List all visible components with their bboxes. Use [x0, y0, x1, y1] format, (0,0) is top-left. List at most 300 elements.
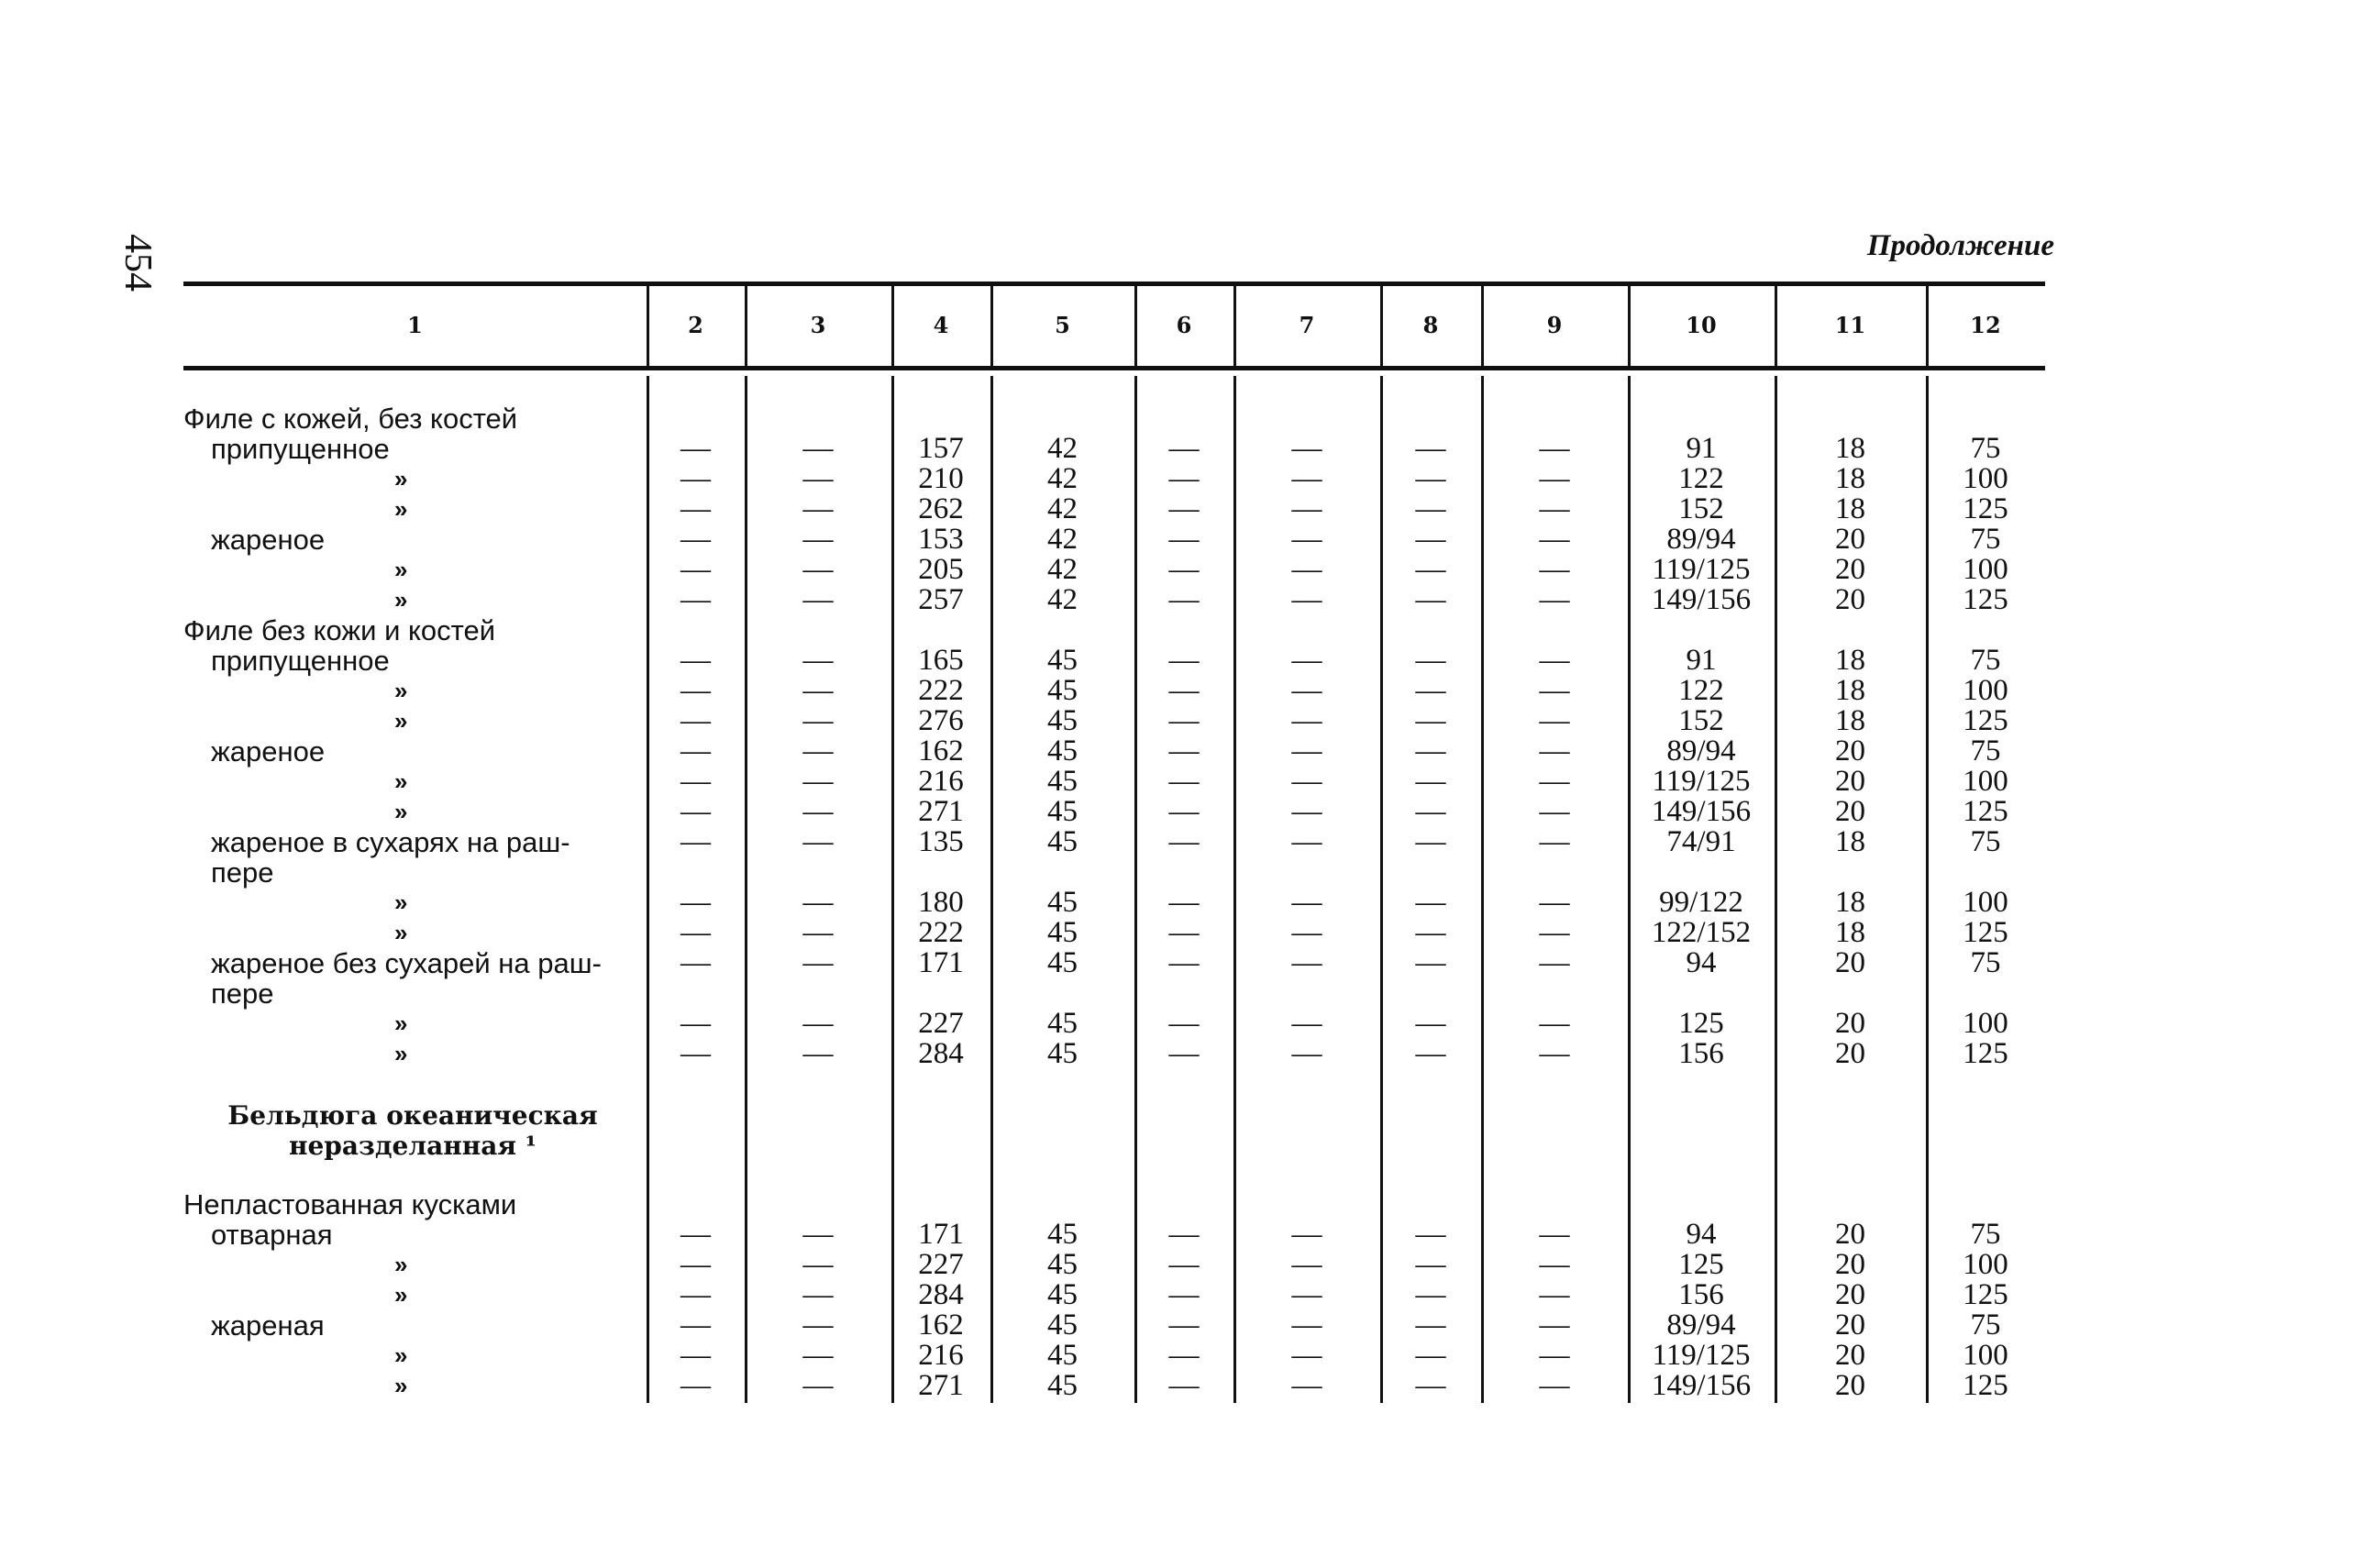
table-row: [0, 918, 2356, 948]
column-header-8: 8: [1422, 312, 1439, 338]
table-cell: —: [802, 462, 834, 495]
table-cell: —: [1291, 644, 1322, 677]
table-cell: —: [1539, 704, 1570, 737]
table-cell: 162: [918, 1309, 964, 1342]
table-cell: 100: [1963, 1248, 2008, 1281]
table-cell: 45: [1047, 1339, 1078, 1372]
table-cell: —: [680, 1007, 711, 1040]
table-cell: 125: [1963, 704, 2008, 737]
table-cell: —: [802, 1007, 834, 1040]
table-cell: —: [1415, 734, 1446, 767]
table-cell: 125: [1963, 916, 2008, 949]
table-cell: —: [1539, 1218, 1570, 1251]
table-row: [0, 434, 2356, 464]
table-cell: —: [1168, 946, 1200, 979]
table-cell: —: [1415, 946, 1446, 979]
table-cell: 149/156: [1651, 795, 1752, 828]
table-cell: —: [680, 432, 711, 465]
table-cell: —: [802, 825, 834, 858]
table-cell: —: [802, 644, 834, 677]
table-cell: —: [1291, 553, 1322, 586]
table-cell: 100: [1963, 765, 2008, 798]
table-cell: —: [1168, 1369, 1200, 1402]
table-cell: 153: [918, 523, 964, 556]
table-cell: —: [1168, 886, 1200, 919]
table-cell: —: [1168, 734, 1200, 767]
table-cell: —: [1291, 946, 1322, 979]
row-label: »: [394, 798, 408, 825]
table-cell: 45: [1047, 795, 1078, 828]
table-cell: —: [1539, 523, 1570, 556]
table-cell: 122: [1678, 674, 1724, 707]
table-cell: —: [1291, 1007, 1322, 1040]
table-cell: 119/125: [1652, 765, 1751, 798]
table-cell: —: [1168, 644, 1200, 677]
table-cell: —: [802, 523, 834, 556]
table-cell: 89/94: [1666, 523, 1736, 556]
table-cell: 271: [918, 795, 964, 828]
table-cell: 20: [1835, 1037, 1865, 1070]
table-cell: —: [1539, 1248, 1570, 1281]
column-header-12: 12: [1970, 312, 2001, 338]
table-cell: —: [802, 583, 834, 616]
row-label: »: [394, 767, 408, 795]
table-cell: —: [680, 1369, 711, 1402]
table-row: [0, 676, 2356, 706]
table-row: [0, 585, 2356, 615]
row-label: жареное: [211, 524, 326, 556]
table-cell: —: [1539, 492, 1570, 525]
table-cell: —: [1539, 1037, 1570, 1070]
column-header-10: 10: [1686, 312, 1717, 338]
row-label: Бельдюга океаническая: [227, 1100, 598, 1131]
table-cell: —: [1539, 553, 1570, 586]
table-row: [0, 1250, 2356, 1280]
table-cell: 45: [1047, 765, 1078, 798]
column-header-4: 4: [933, 312, 949, 338]
table-cell: 20: [1835, 1248, 1865, 1281]
row-label: »: [394, 889, 408, 916]
table-cell: —: [802, 704, 834, 737]
table-cell: —: [1168, 492, 1200, 525]
table-cell: 18: [1835, 886, 1865, 919]
table-cell: 284: [918, 1037, 964, 1070]
table-cell: 45: [1047, 674, 1078, 707]
table-row: [0, 1100, 2356, 1131]
table-cell: —: [1168, 1248, 1200, 1281]
column-header-1: 1: [407, 312, 423, 338]
table-cell: 210: [918, 462, 964, 495]
table-cell: 122/152: [1651, 916, 1752, 949]
table-cell: —: [1415, 1007, 1446, 1040]
row-label: Филе без кожи и костей: [183, 614, 496, 646]
table-cell: 89/94: [1666, 734, 1736, 767]
table-cell: 20: [1835, 583, 1865, 616]
table-cell: 100: [1963, 886, 2008, 919]
table-cell: —: [1168, 523, 1200, 556]
table-cell: 149/156: [1651, 1369, 1752, 1402]
table-cell: 171: [918, 1218, 964, 1251]
table-cell: —: [1415, 553, 1446, 586]
table-cell: —: [802, 795, 834, 828]
table-cell: 45: [1047, 734, 1078, 767]
table-cell: —: [1539, 674, 1570, 707]
row-label: »: [394, 919, 408, 946]
table-cell: —: [1539, 1007, 1570, 1040]
table-cell: —: [1539, 825, 1570, 858]
table-cell: 20: [1835, 1339, 1865, 1372]
table-row: [0, 555, 2356, 585]
table-cell: —: [1291, 1218, 1322, 1251]
table-cell: 222: [918, 916, 964, 949]
table-cell: 156: [1678, 1278, 1724, 1311]
table-cell: —: [1415, 583, 1446, 616]
table-cell: —: [1415, 1037, 1446, 1070]
table-cell: —: [802, 1339, 834, 1372]
table-cell: 165: [918, 644, 964, 677]
table-cell: —: [1168, 1339, 1200, 1372]
table-cell: —: [680, 916, 711, 949]
table-cell: —: [802, 946, 834, 979]
table-cell: 18: [1835, 674, 1865, 707]
table-cell: —: [1168, 1218, 1200, 1251]
table-cell: —: [802, 916, 834, 949]
table-cell: —: [680, 1037, 711, 1070]
row-label: припущенное: [211, 645, 390, 677]
table-cell: —: [1415, 795, 1446, 828]
row-label: Филе с кожей, без костей: [183, 403, 518, 435]
table-cell: 216: [918, 765, 964, 798]
table-cell: 91: [1686, 644, 1717, 677]
table-cell: —: [680, 644, 711, 677]
table-cell: —: [1539, 644, 1570, 677]
table-cell: 125: [1678, 1248, 1724, 1281]
table-cell: —: [680, 523, 711, 556]
table-row: [0, 464, 2356, 494]
table-cell: 152: [1678, 492, 1724, 525]
table-row: [0, 978, 2356, 1009]
table-cell: —: [1291, 674, 1322, 707]
table-cell: —: [1415, 644, 1446, 677]
table-row: [0, 1131, 2356, 1161]
table-cell: 42: [1047, 462, 1078, 495]
table-cell: —: [802, 1369, 834, 1402]
table-cell: 135: [918, 825, 964, 858]
table-row: [0, 888, 2356, 918]
table-cell: —: [1168, 583, 1200, 616]
row-label: жареная: [211, 1309, 325, 1342]
table-cell: —: [1291, 492, 1322, 525]
table-cell: —: [1291, 462, 1322, 495]
table-cell: —: [1539, 946, 1570, 979]
table-cell: —: [680, 946, 711, 979]
table-cell: 18: [1835, 432, 1865, 465]
table-cell: —: [802, 432, 834, 465]
table-cell: —: [680, 1339, 711, 1372]
table-cell: 119/125: [1652, 1339, 1751, 1372]
table-cell: 45: [1047, 1248, 1078, 1281]
column-header-11: 11: [1834, 312, 1866, 338]
table-cell: —: [1415, 492, 1446, 525]
table-cell: —: [1539, 886, 1570, 919]
table-cell: —: [680, 674, 711, 707]
table-cell: —: [1168, 1007, 1200, 1040]
table-cell: —: [680, 583, 711, 616]
table-cell: 125: [1963, 1369, 2008, 1402]
table-cell: 284: [918, 1278, 964, 1311]
table-cell: —: [680, 886, 711, 919]
row-label: »: [394, 1342, 408, 1369]
table-cell: 122: [1678, 462, 1724, 495]
table-cell: —: [1291, 432, 1322, 465]
row-label: »: [394, 707, 408, 734]
table-cell: 42: [1047, 553, 1078, 586]
table-cell: —: [680, 734, 711, 767]
table-cell: 75: [1970, 644, 2001, 677]
table-row: [0, 797, 2356, 827]
table-cell: —: [680, 1278, 711, 1311]
table-cell: —: [802, 886, 834, 919]
table-cell: 45: [1047, 644, 1078, 677]
table-cell: 171: [918, 946, 964, 979]
table-cell: —: [1539, 1369, 1570, 1402]
table-cell: 162: [918, 734, 964, 767]
table-cell: 18: [1835, 462, 1865, 495]
table-cell: —: [1415, 432, 1446, 465]
table-row: [0, 827, 2356, 857]
continuation-label: Продолжение: [1866, 229, 2054, 262]
table-cell: —: [1415, 1218, 1446, 1251]
page-number: 454: [116, 234, 159, 292]
row-label: »: [394, 1372, 408, 1399]
table-cell: —: [1168, 765, 1200, 798]
table-cell: —: [1168, 1309, 1200, 1342]
table-cell: 119/125: [1652, 553, 1751, 586]
table-cell: —: [1415, 523, 1446, 556]
table-cell: —: [1415, 825, 1446, 858]
table-cell: —: [1168, 432, 1200, 465]
table-cell: —: [1539, 583, 1570, 616]
table-cell: 276: [918, 704, 964, 737]
table-cell: 125: [1963, 1037, 2008, 1070]
table-cell: 100: [1963, 1007, 2008, 1040]
table-cell: —: [1415, 1369, 1446, 1402]
table-cell: —: [802, 674, 834, 707]
row-label: »: [394, 1010, 408, 1037]
table-cell: 227: [918, 1248, 964, 1281]
table-row: [0, 1009, 2356, 1039]
table-cell: —: [802, 1309, 834, 1342]
table-cell: 100: [1963, 1339, 2008, 1372]
table-cell: 45: [1047, 825, 1078, 858]
table-row: [0, 1341, 2356, 1371]
table-cell: 42: [1047, 432, 1078, 465]
table-cell: 20: [1835, 523, 1865, 556]
row-label: »: [394, 1281, 408, 1309]
table-cell: —: [1415, 1309, 1446, 1342]
table-cell: 20: [1835, 765, 1865, 798]
table-cell: 125: [1963, 492, 2008, 525]
table-cell: 157: [918, 432, 964, 465]
table-cell: 45: [1047, 916, 1078, 949]
row-label: жареное без сухарей на раш-: [211, 947, 602, 979]
table-cell: —: [680, 765, 711, 798]
table-row: [0, 767, 2356, 797]
table-row: [0, 1371, 2356, 1401]
table-cell: —: [1291, 1309, 1322, 1342]
table-cell: —: [1539, 462, 1570, 495]
table-cell: —: [1168, 1278, 1200, 1311]
table-cell: —: [680, 492, 711, 525]
row-label: »: [394, 495, 408, 523]
row-label: неразделанная ¹: [288, 1131, 537, 1161]
table-cell: 149/156: [1651, 583, 1752, 616]
table-row: [0, 1039, 2356, 1069]
table-cell: 45: [1047, 946, 1078, 979]
table-row: [0, 1220, 2356, 1250]
column-header-5: 5: [1055, 312, 1070, 338]
table-cell: —: [1539, 432, 1570, 465]
table-cell: 94: [1686, 1218, 1717, 1251]
table-cell: 45: [1047, 1218, 1078, 1251]
row-label: Непластованная кусками: [183, 1188, 517, 1220]
table-cell: 45: [1047, 704, 1078, 737]
table-cell: 18: [1835, 825, 1865, 858]
table-row: [0, 403, 2356, 434]
table-cell: —: [1415, 1278, 1446, 1311]
table-row: [0, 646, 2356, 676]
table-row: [0, 615, 2356, 646]
table-cell: 20: [1835, 1278, 1865, 1311]
table-cell: —: [1291, 523, 1322, 556]
table-cell: 75: [1970, 734, 2001, 767]
table-cell: —: [1415, 765, 1446, 798]
table-cell: —: [1415, 886, 1446, 919]
table-cell: —: [1539, 765, 1570, 798]
table-cell: —: [680, 553, 711, 586]
table-cell: —: [1291, 1339, 1322, 1372]
table-cell: 20: [1835, 1369, 1865, 1402]
table-cell: —: [1415, 462, 1446, 495]
table-cell: 125: [1963, 795, 2008, 828]
table-cell: —: [1291, 1248, 1322, 1281]
row-label: пере: [211, 856, 274, 889]
table-cell: —: [680, 1218, 711, 1251]
table-cell: —: [1291, 886, 1322, 919]
table-row: [0, 857, 2356, 888]
table-cell: 100: [1963, 462, 2008, 495]
table-cell: —: [802, 734, 834, 767]
table-cell: 45: [1047, 1037, 1078, 1070]
table-cell: 94: [1686, 946, 1717, 979]
table-cell: 222: [918, 674, 964, 707]
column-header-9: 9: [1546, 312, 1563, 338]
table-cell: —: [1539, 1339, 1570, 1372]
row-label: припущенное: [211, 433, 390, 465]
table-cell: 227: [918, 1007, 964, 1040]
table-cell: 42: [1047, 583, 1078, 616]
table-cell: —: [802, 1037, 834, 1070]
row-label: жареное: [211, 735, 326, 767]
table-cell: —: [802, 1218, 834, 1251]
table-cell: —: [680, 1309, 711, 1342]
table-cell: —: [1291, 765, 1322, 798]
table-cell: 99/122: [1659, 886, 1743, 919]
table-cell: —: [680, 795, 711, 828]
table-cell: —: [802, 492, 834, 525]
table-cell: —: [680, 825, 711, 858]
table-cell: 20: [1835, 1218, 1865, 1251]
table-cell: —: [1291, 583, 1322, 616]
table-cell: —: [1415, 1248, 1446, 1281]
row-label: »: [394, 465, 408, 492]
table-cell: 75: [1970, 1218, 2001, 1251]
table-cell: —: [1415, 916, 1446, 949]
table-cell: 20: [1835, 734, 1865, 767]
table-row: [0, 736, 2356, 767]
table-cell: 74/91: [1666, 825, 1736, 858]
table-cell: —: [1291, 795, 1322, 828]
table-cell: 75: [1970, 825, 2001, 858]
column-header-2: 2: [688, 312, 703, 338]
table-cell: 100: [1963, 553, 2008, 586]
table-cell: —: [1291, 825, 1322, 858]
table-cell: —: [680, 1248, 711, 1281]
table-cell: 20: [1835, 553, 1865, 586]
table-cell: 45: [1047, 1369, 1078, 1402]
table-cell: —: [1168, 1037, 1200, 1070]
table-cell: —: [1291, 1369, 1322, 1402]
table-row: [0, 1280, 2356, 1310]
table-cell: 18: [1835, 916, 1865, 949]
table-cell: 125: [1678, 1007, 1724, 1040]
column-header-7: 7: [1299, 312, 1315, 338]
column-header-6: 6: [1176, 312, 1192, 338]
table-cell: —: [1539, 1309, 1570, 1342]
table-cell: 42: [1047, 492, 1078, 525]
table-cell: —: [680, 704, 711, 737]
table-cell: 152: [1678, 704, 1724, 737]
table-cell: 75: [1970, 946, 2001, 979]
table-row: [0, 706, 2356, 736]
table-cell: 100: [1963, 674, 2008, 707]
table-cell: 257: [918, 583, 964, 616]
table-cell: 45: [1047, 1007, 1078, 1040]
row-label: »: [394, 1251, 408, 1278]
table-cell: —: [1539, 1278, 1570, 1311]
row-label: »: [394, 556, 408, 583]
table-cell: 216: [918, 1339, 964, 1372]
table-cell: —: [802, 553, 834, 586]
table-cell: —: [1291, 916, 1322, 949]
row-label: жареное в сухарях на раш-: [211, 826, 570, 858]
row-label: пере: [211, 977, 274, 1010]
table-cell: 18: [1835, 644, 1865, 677]
table-cell: 20: [1835, 1007, 1865, 1040]
table-cell: 91: [1686, 432, 1717, 465]
table-cell: 18: [1835, 704, 1865, 737]
table-row: [0, 1310, 2356, 1341]
table-cell: 75: [1970, 432, 2001, 465]
table-cell: 42: [1047, 523, 1078, 556]
table-cell: 262: [918, 492, 964, 525]
table-cell: —: [802, 1248, 834, 1281]
table-cell: —: [1291, 1278, 1322, 1311]
table-cell: 18: [1835, 492, 1865, 525]
table-cell: —: [1168, 916, 1200, 949]
table-row: [0, 525, 2356, 555]
table-cell: —: [680, 462, 711, 495]
